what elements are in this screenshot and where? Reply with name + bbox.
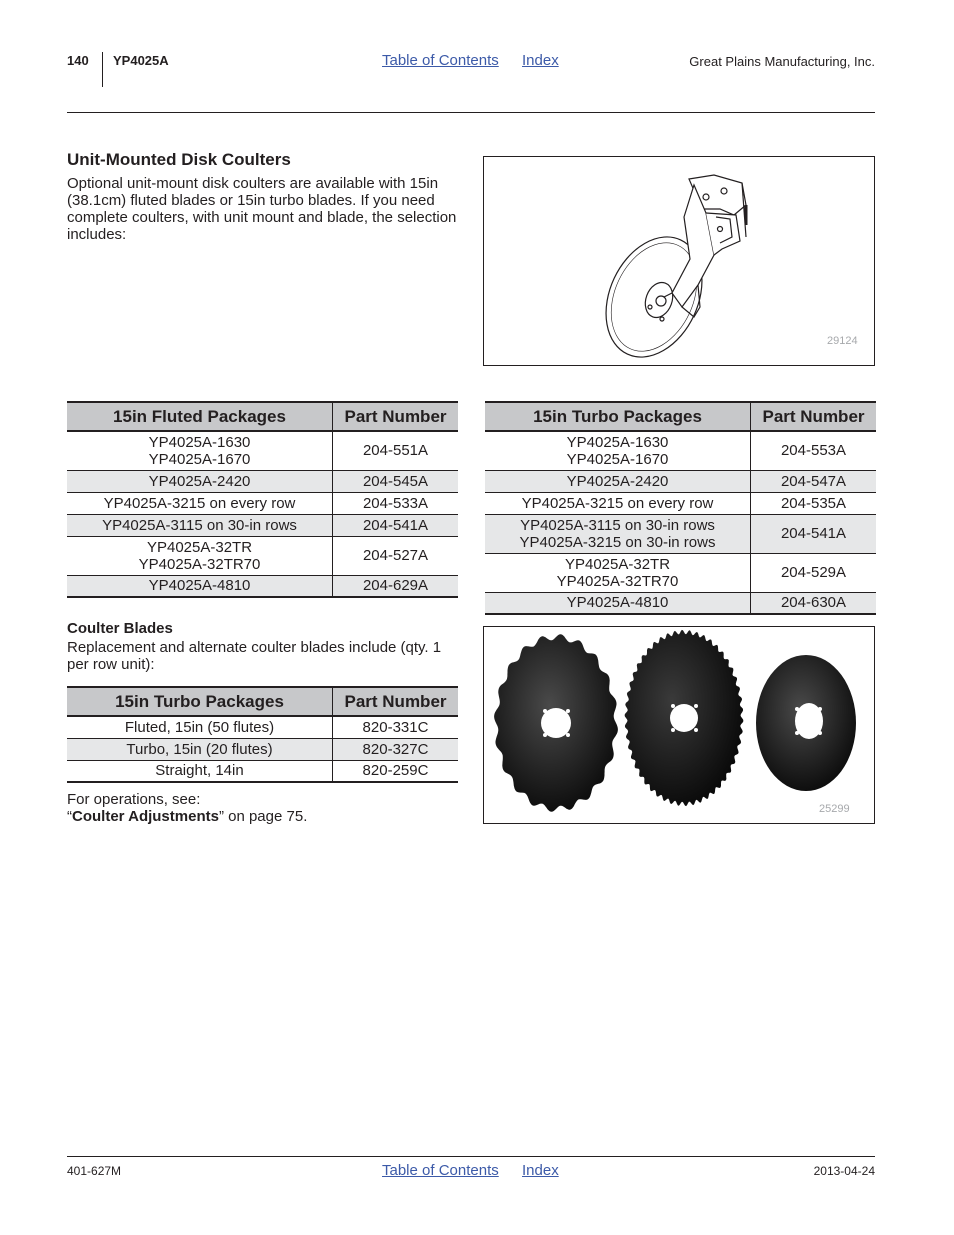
blade-cell: Fluted, 15in (50 flutes) (67, 716, 333, 738)
part-number-cell: 204-533A (333, 492, 459, 514)
fluted-packages-table (67, 401, 458, 598)
blade-cell: Turbo, 15in (20 flutes) (67, 738, 333, 760)
turbo-packages-table (485, 401, 876, 615)
straight-blade (756, 655, 856, 791)
table-row (67, 470, 458, 492)
coulter-illustration (484, 157, 874, 365)
part-number-cell: 204-527A (333, 536, 459, 575)
package-cell (485, 431, 751, 470)
package-name: YP4025A-1630 (148, 433, 251, 451)
part-number-cell: 204-529A (751, 553, 877, 592)
package-cell (67, 536, 333, 575)
table-row (67, 431, 458, 470)
column-header: Part Number (751, 402, 877, 431)
part-number-cell: 204-553A (751, 431, 877, 470)
column-header: Part Number (333, 402, 459, 431)
package-name: YP4025A-32TR (564, 555, 671, 573)
table-row (67, 716, 458, 738)
blades-table (67, 686, 458, 783)
page-number: 140 (67, 53, 89, 68)
operations-prefix: For operations, see: (67, 791, 201, 808)
part-number-cell: 204-629A (333, 575, 459, 597)
column-header: 15in Turbo Packages (485, 402, 751, 431)
part-number-cell: 204-541A (333, 514, 459, 536)
header-rule (67, 112, 875, 113)
package-cell: YP4025A-3215 on every row (67, 492, 333, 514)
column-header: 15in Turbo Packages (67, 687, 333, 716)
page-reference: ” on page 75. (218, 808, 308, 825)
package-cell: YP4025A-3215 on every row (485, 492, 751, 514)
table-row (67, 738, 458, 760)
header-index-link[interactable]: Index (522, 52, 559, 69)
column-header: Part Number (333, 687, 459, 716)
blades-figure (483, 626, 875, 824)
part-number-cell: 204-535A (751, 492, 877, 514)
table-row (485, 553, 876, 592)
footer-rule (67, 1156, 875, 1157)
package-name: YP4025A-32TR (146, 538, 253, 556)
part-number-cell: 204-541A (751, 514, 877, 553)
table-row (485, 431, 876, 470)
table-row (67, 536, 458, 575)
package-name: YP4025A-32TR70 (138, 555, 261, 573)
figure-number: 25299 (819, 803, 850, 815)
section-intro: Optional unit-mount disk coulters are available with 15in (38.1cm) fluted blades or 15in turbo blades. If you need complete coulters, with unit mount and blade, the selection includes: (67, 175, 457, 243)
table-row (485, 592, 876, 614)
table-row (67, 760, 458, 782)
footer-index-link[interactable]: Index (522, 1162, 559, 1179)
part-number-cell: 820-331C (333, 716, 459, 738)
blades-subheading: Coulter Blades (67, 620, 173, 637)
table-header-row (67, 402, 458, 431)
part-number-cell: 204-547A (751, 470, 877, 492)
package-name: YP4025A-3215 on 30-in rows (519, 533, 716, 551)
blades-text: Replacement and alternate coulter blades include (qty. 1 per row unit): (67, 639, 442, 673)
package-name: YP4025A-3115 on 30-in rows (520, 516, 715, 534)
package-name: YP4025A-32TR70 (556, 572, 679, 590)
footer-toc-link[interactable]: Table of Contents (382, 1162, 499, 1179)
table-row (485, 492, 876, 514)
part-number-cell: 820-327C (333, 738, 459, 760)
table-header-row (485, 402, 876, 431)
table-row (67, 575, 458, 597)
part-number-cell: 204-630A (751, 592, 877, 614)
table-row (485, 514, 876, 553)
coulter-adjustments-link[interactable]: Coulter Adjustments (72, 808, 219, 825)
table-row (67, 492, 458, 514)
package-cell: YP4025A-2420 (485, 470, 751, 492)
table-header-row (67, 687, 458, 716)
package-name: YP4025A-1630 (566, 433, 669, 451)
turbo-blade (625, 630, 744, 806)
figure-number: 29124 (827, 335, 858, 347)
model-name: YP4025A (113, 53, 169, 68)
package-cell: YP4025A-4810 (67, 575, 333, 597)
document-code: 401-627M (67, 1164, 122, 1178)
package-cell (67, 431, 333, 470)
package-name: YP4025A-1670 (566, 450, 669, 468)
package-cell: YP4025A-2420 (67, 470, 333, 492)
part-number-cell: 204-551A (333, 431, 459, 470)
package-cell: YP4025A-3115 on 30-in rows (67, 514, 333, 536)
package-cell: YP4025A-4810 (485, 592, 751, 614)
column-header: 15in Fluted Packages (67, 402, 333, 431)
package-name: YP4025A-1670 (148, 450, 251, 468)
table-row (485, 470, 876, 492)
package-cell (485, 514, 751, 553)
package-cell (485, 553, 751, 592)
blade-cell: Straight, 14in (67, 760, 333, 782)
part-number-cell: 204-545A (333, 470, 459, 492)
operations-reference (67, 808, 307, 825)
blades-photo (484, 627, 874, 823)
fluted-blade (494, 634, 618, 811)
open-quote: “ (67, 808, 72, 825)
publication-date: 2013-04-24 (813, 1164, 875, 1178)
section-title: Unit-Mounted Disk Coulters (67, 150, 291, 169)
coulter-figure (483, 156, 875, 366)
header-toc-link[interactable]: Table of Contents (382, 52, 499, 69)
header-divider (102, 52, 103, 87)
part-number-cell: 820-259C (333, 760, 459, 782)
table-row (67, 514, 458, 536)
company-name: Great Plains Manufacturing, Inc. (689, 54, 875, 69)
